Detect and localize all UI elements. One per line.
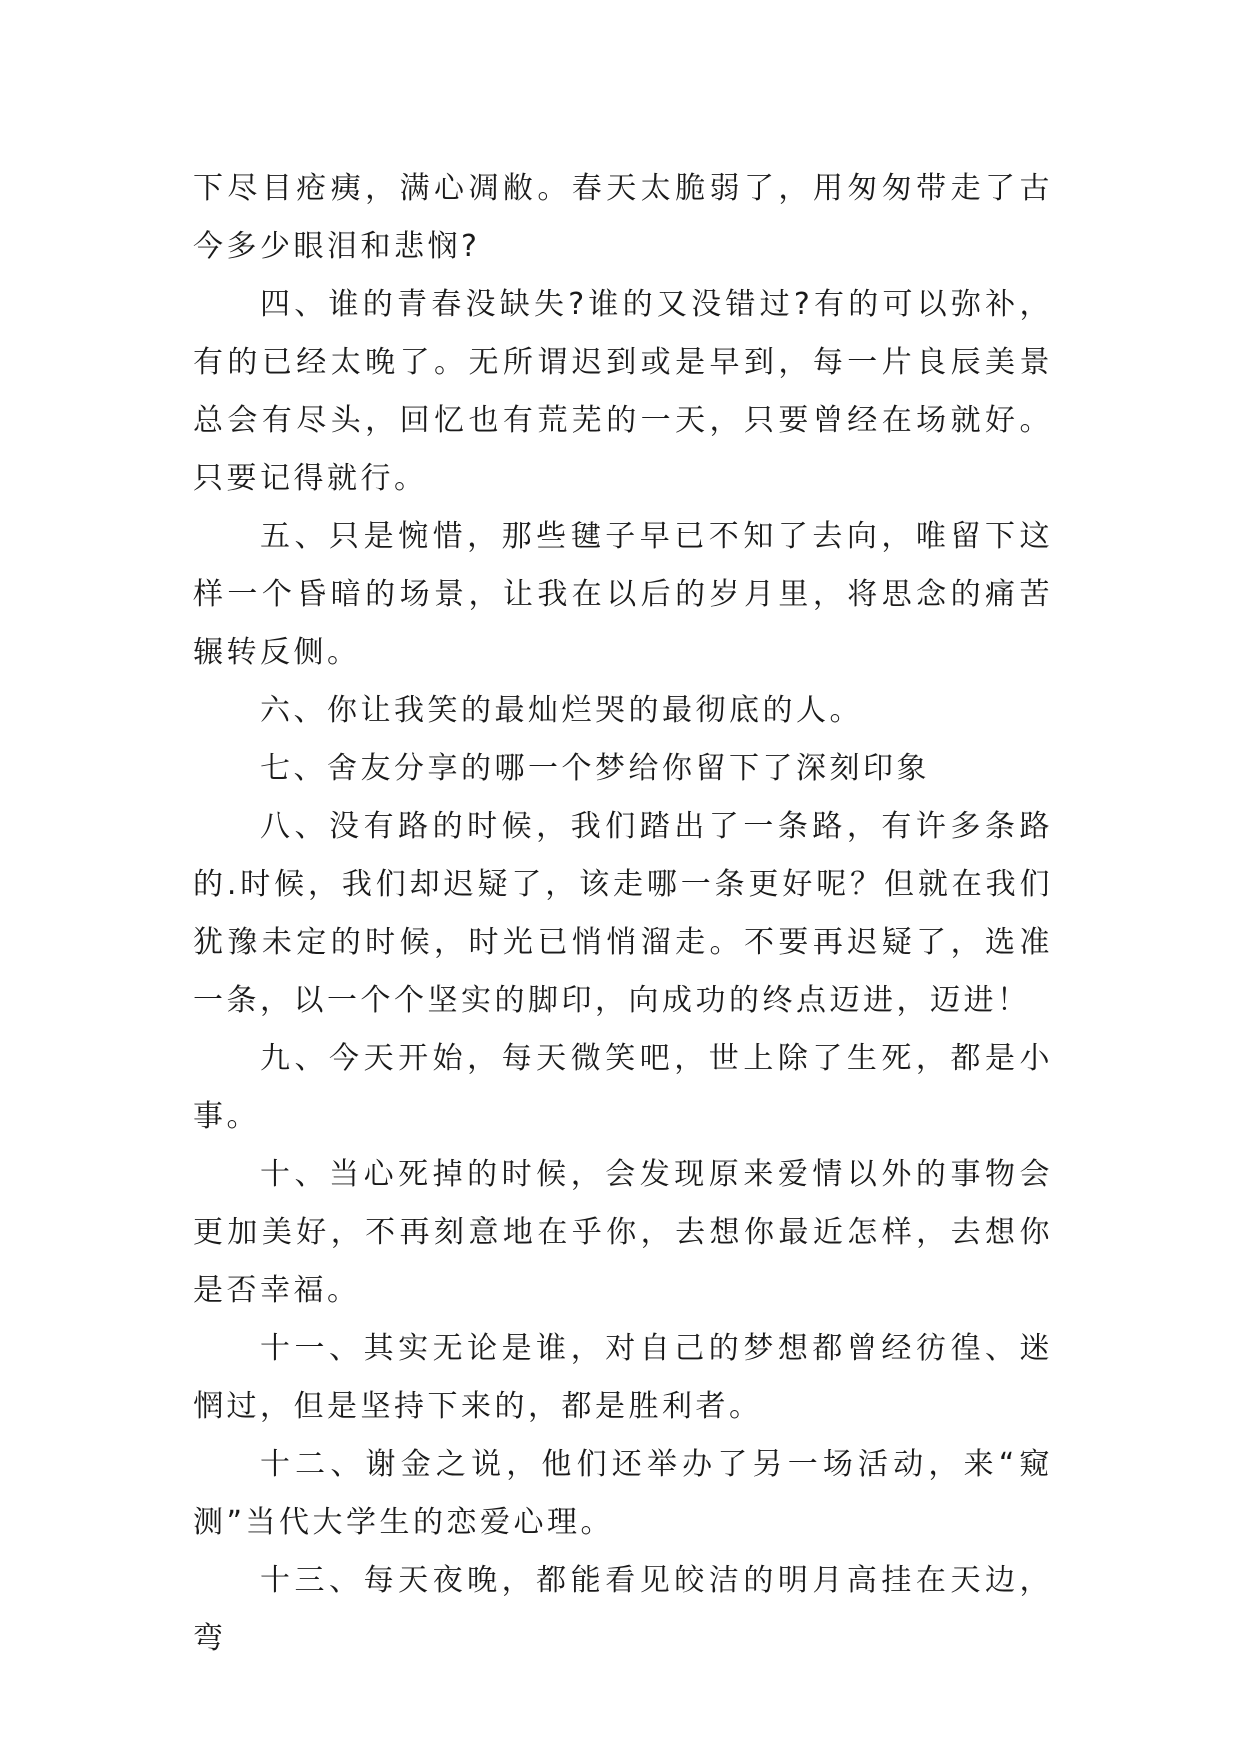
paragraph-item-5: 五、只是惋惜，那些毽子早已不知了去向，唯留下这样一个昏暗的场景，让我在以后的岁月里，将思念的痛苦辗转反侧。 — [193, 519, 1053, 670]
paragraph-item-6: 六、你让我笑的最灿烂哭的最彻底的人。 — [260, 693, 863, 728]
paragraph-item-10: 十、当心死掉的时候，会发现原来爱情以外的事物会更加美好，不再刻意地在乎你，去想你最近怎样，去想你是否幸福。 — [193, 1157, 1053, 1308]
paragraph-continuation: 下尽目疮痍，满心凋敝。春天太脆弱了，用匆匆带走了古今多少眼泪和悲悯? — [193, 171, 1053, 264]
paragraph-item-8: 八、没有路的时候，我们踏出了一条路，有许多条路的.时候，我们却迟疑了，该走哪一条更好呢？但就在我们犹豫未定的时候，时光已悄悄溜走。不要再迟疑了，选准一条，以一个个坚实的脚印，向成功的终点迈进，迈进！ — [193, 809, 1053, 1018]
paragraph-item-12: 十二、谢金之说，他们还举办了另一场活动，来“窥测”当代大学生的恋爱心理。 — [193, 1447, 1053, 1540]
paragraph-item-13: 十三、每天夜晚，都能看见皎洁的明月高挂在天边，弯 — [193, 1563, 1053, 1656]
document-body — [193, 160, 1053, 1668]
paragraph-item-9: 九、今天开始，每天微笑吧，世上除了生死，都是小事。 — [193, 1041, 1053, 1134]
paragraph-item-7: 七、舍友分享的哪一个梦给你留下了深刻印象 — [260, 751, 930, 786]
paragraph-item-11: 十一、其实无论是谁，对自己的梦想都曾经彷徨、迷惘过，但是坚持下来的，都是胜利者。 — [193, 1331, 1053, 1424]
paragraph-item-4: 四、谁的青春没缺失?谁的又没错过?有的可以弥补，有的已经太晚了。无所谓迟到或是早到，每一片良辰美景总会有尽头，回忆也有荒芜的一天，只要曾经在场就好。只要记得就行。 — [193, 287, 1053, 496]
